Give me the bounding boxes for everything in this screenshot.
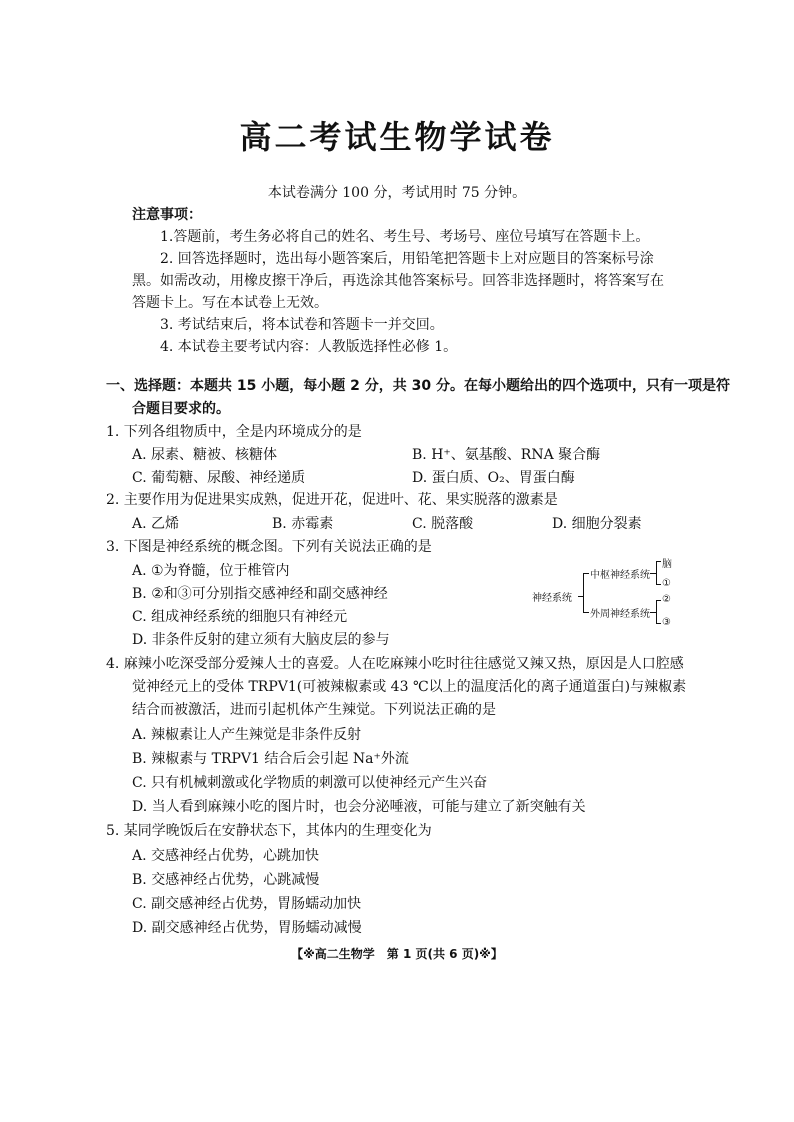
- question-5-option-c: C. 副交感神经占优势，胃肠蠕动加快: [132, 896, 362, 912]
- question-1-option-c: C. 葡萄糖、尿酸、神经递质: [132, 470, 306, 486]
- question-3-option-b: B. ②和③可分别指交感神经和副交感神经: [132, 586, 388, 602]
- notice-item-1: 1.答题前，考生务必将自己的姓名、考生号、考场号、座位号填写在答题卡上。: [160, 229, 650, 245]
- exam-intro: 本试卷满分 100 分，考试用时 75 分钟。: [267, 185, 527, 201]
- question-5-option-d: D. 副交感神经占优势，胃肠蠕动减慢: [132, 920, 362, 936]
- question-4-stem: 4. 麻辣小吃深受部分爱辣人士的喜爱。人在吃麻辣小吃时往往感觉又辣又热，原因是人口腔感: [106, 656, 684, 672]
- notice-item-3: 3. 考试结束后，将本试卷和答题卡一并交回。: [160, 317, 444, 333]
- diagram-root-label: 神经系统: [532, 593, 572, 604]
- question-4-option-b: B. 辣椒素与 TRPV1 结合后会引起 Na⁺外流: [132, 751, 409, 767]
- diagram-connector: [656, 584, 661, 585]
- question-1-option-d: D. 蛋白质、O₂、胃蛋白酶: [412, 470, 575, 486]
- notice-item-2-end: 答题卡上。写在本试卷上无效。: [132, 295, 328, 311]
- diagram-brain-label: 脑: [662, 559, 672, 570]
- question-1-stem: 1. 下列各组物质中，全是内环境成分的是: [106, 424, 362, 440]
- diagram-bracket: [656, 561, 657, 585]
- diagram-connector: [656, 561, 661, 562]
- question-1-option-b: B. H⁺、氨基酸、RNA 聚合酶: [412, 447, 601, 463]
- question-5-option-b: B. 交感神经占优势，心跳减慢: [132, 872, 320, 888]
- notice-item-2: 2. 回答选择题时，选出每小题答案后，用铅笔把答题卡上对应题目的答案标号涂: [160, 251, 654, 267]
- page-title: 高二考试生物学试卷: [239, 118, 555, 156]
- question-4-stem-cont: 觉神经元上的受体 TRPV1(可被辣椒素或 43 ℃以上的温度活化的离子通道蛋白)与辣椒素: [132, 679, 687, 695]
- question-5-stem: 5. 某同学晚饭后在安静状态下，其体内的生理变化为: [106, 823, 432, 839]
- notice-item-4: 4. 本试卷主要考试内容：人教版选择性必修 1。: [160, 339, 458, 355]
- diagram-connector: [656, 600, 661, 601]
- diagram-node-1: ①: [662, 578, 671, 589]
- section-heading: 一、选择题：本题共 15 小题，每小题 2 分，共 30 分。在每小题给出的四个选项中，只有一项是符: [106, 378, 730, 394]
- diagram-bracket: [583, 573, 584, 613]
- question-2-option-c: C. 脱落酸: [412, 516, 474, 532]
- diagram-bracket: [656, 600, 657, 624]
- question-5-option-a: A. 交感神经占优势，心跳加快: [132, 848, 320, 864]
- question-4-stem-end: 结合而被激活，进而引起机体产生辣觉。下列说法正确的是: [132, 702, 496, 718]
- notice-heading: 注意事项：: [132, 207, 202, 223]
- question-2-stem: 2. 主要作用为促进果实成熟，促进开花，促进叶、花、果实脱落的激素是: [106, 492, 558, 508]
- question-2-option-a: A. 乙烯: [132, 516, 180, 532]
- diagram-node-2: ②: [662, 594, 671, 605]
- question-2-option-b: B. 赤霉素: [272, 516, 334, 532]
- question-4-option-c: C. 只有机械刺激或化学物质的刺激可以使神经元产生兴奋: [132, 775, 488, 791]
- diagram-node-3: ③: [662, 617, 671, 628]
- notice-item-2-cont: 黑。如需改动，用橡皮擦干净后，再选涂其他答案标号。回答非选择题时，将答案写在: [132, 273, 664, 289]
- diagram-connector: [583, 612, 589, 613]
- diagram-connector: [583, 573, 589, 574]
- diagram-central-label: 中枢神经系统: [590, 570, 650, 581]
- page-footer: 【※高二生物学 第 1 页(共 6 页)※】: [291, 947, 503, 961]
- question-3-option-d: D. 非条件反射的建立须有大脑皮层的参与: [132, 632, 390, 648]
- question-4-option-a: A. 辣椒素让人产生辣觉是非条件反射: [132, 727, 362, 743]
- question-2-option-d: D. 细胞分裂素: [552, 516, 642, 532]
- diagram-peripheral-label: 外周神经系统: [590, 609, 650, 620]
- question-3-option-a: A. ①为脊髓，位于椎管内: [132, 563, 290, 579]
- question-4-option-d: D. 当人看到麻辣小吃的图片时，也会分泌唾液，可能与建立了新突触有关: [132, 799, 586, 815]
- question-3-option-c: C. 组成神经系统的细胞只有神经元: [132, 609, 348, 625]
- section-heading-cont: 合题目要求的。: [132, 401, 230, 417]
- diagram-connector: [656, 623, 661, 624]
- question-1-option-a: A. 尿素、糖被、核糖体: [132, 447, 278, 463]
- question-3-stem: 3. 下图是神经系统的概念图。下列有关说法正确的是: [106, 539, 432, 555]
